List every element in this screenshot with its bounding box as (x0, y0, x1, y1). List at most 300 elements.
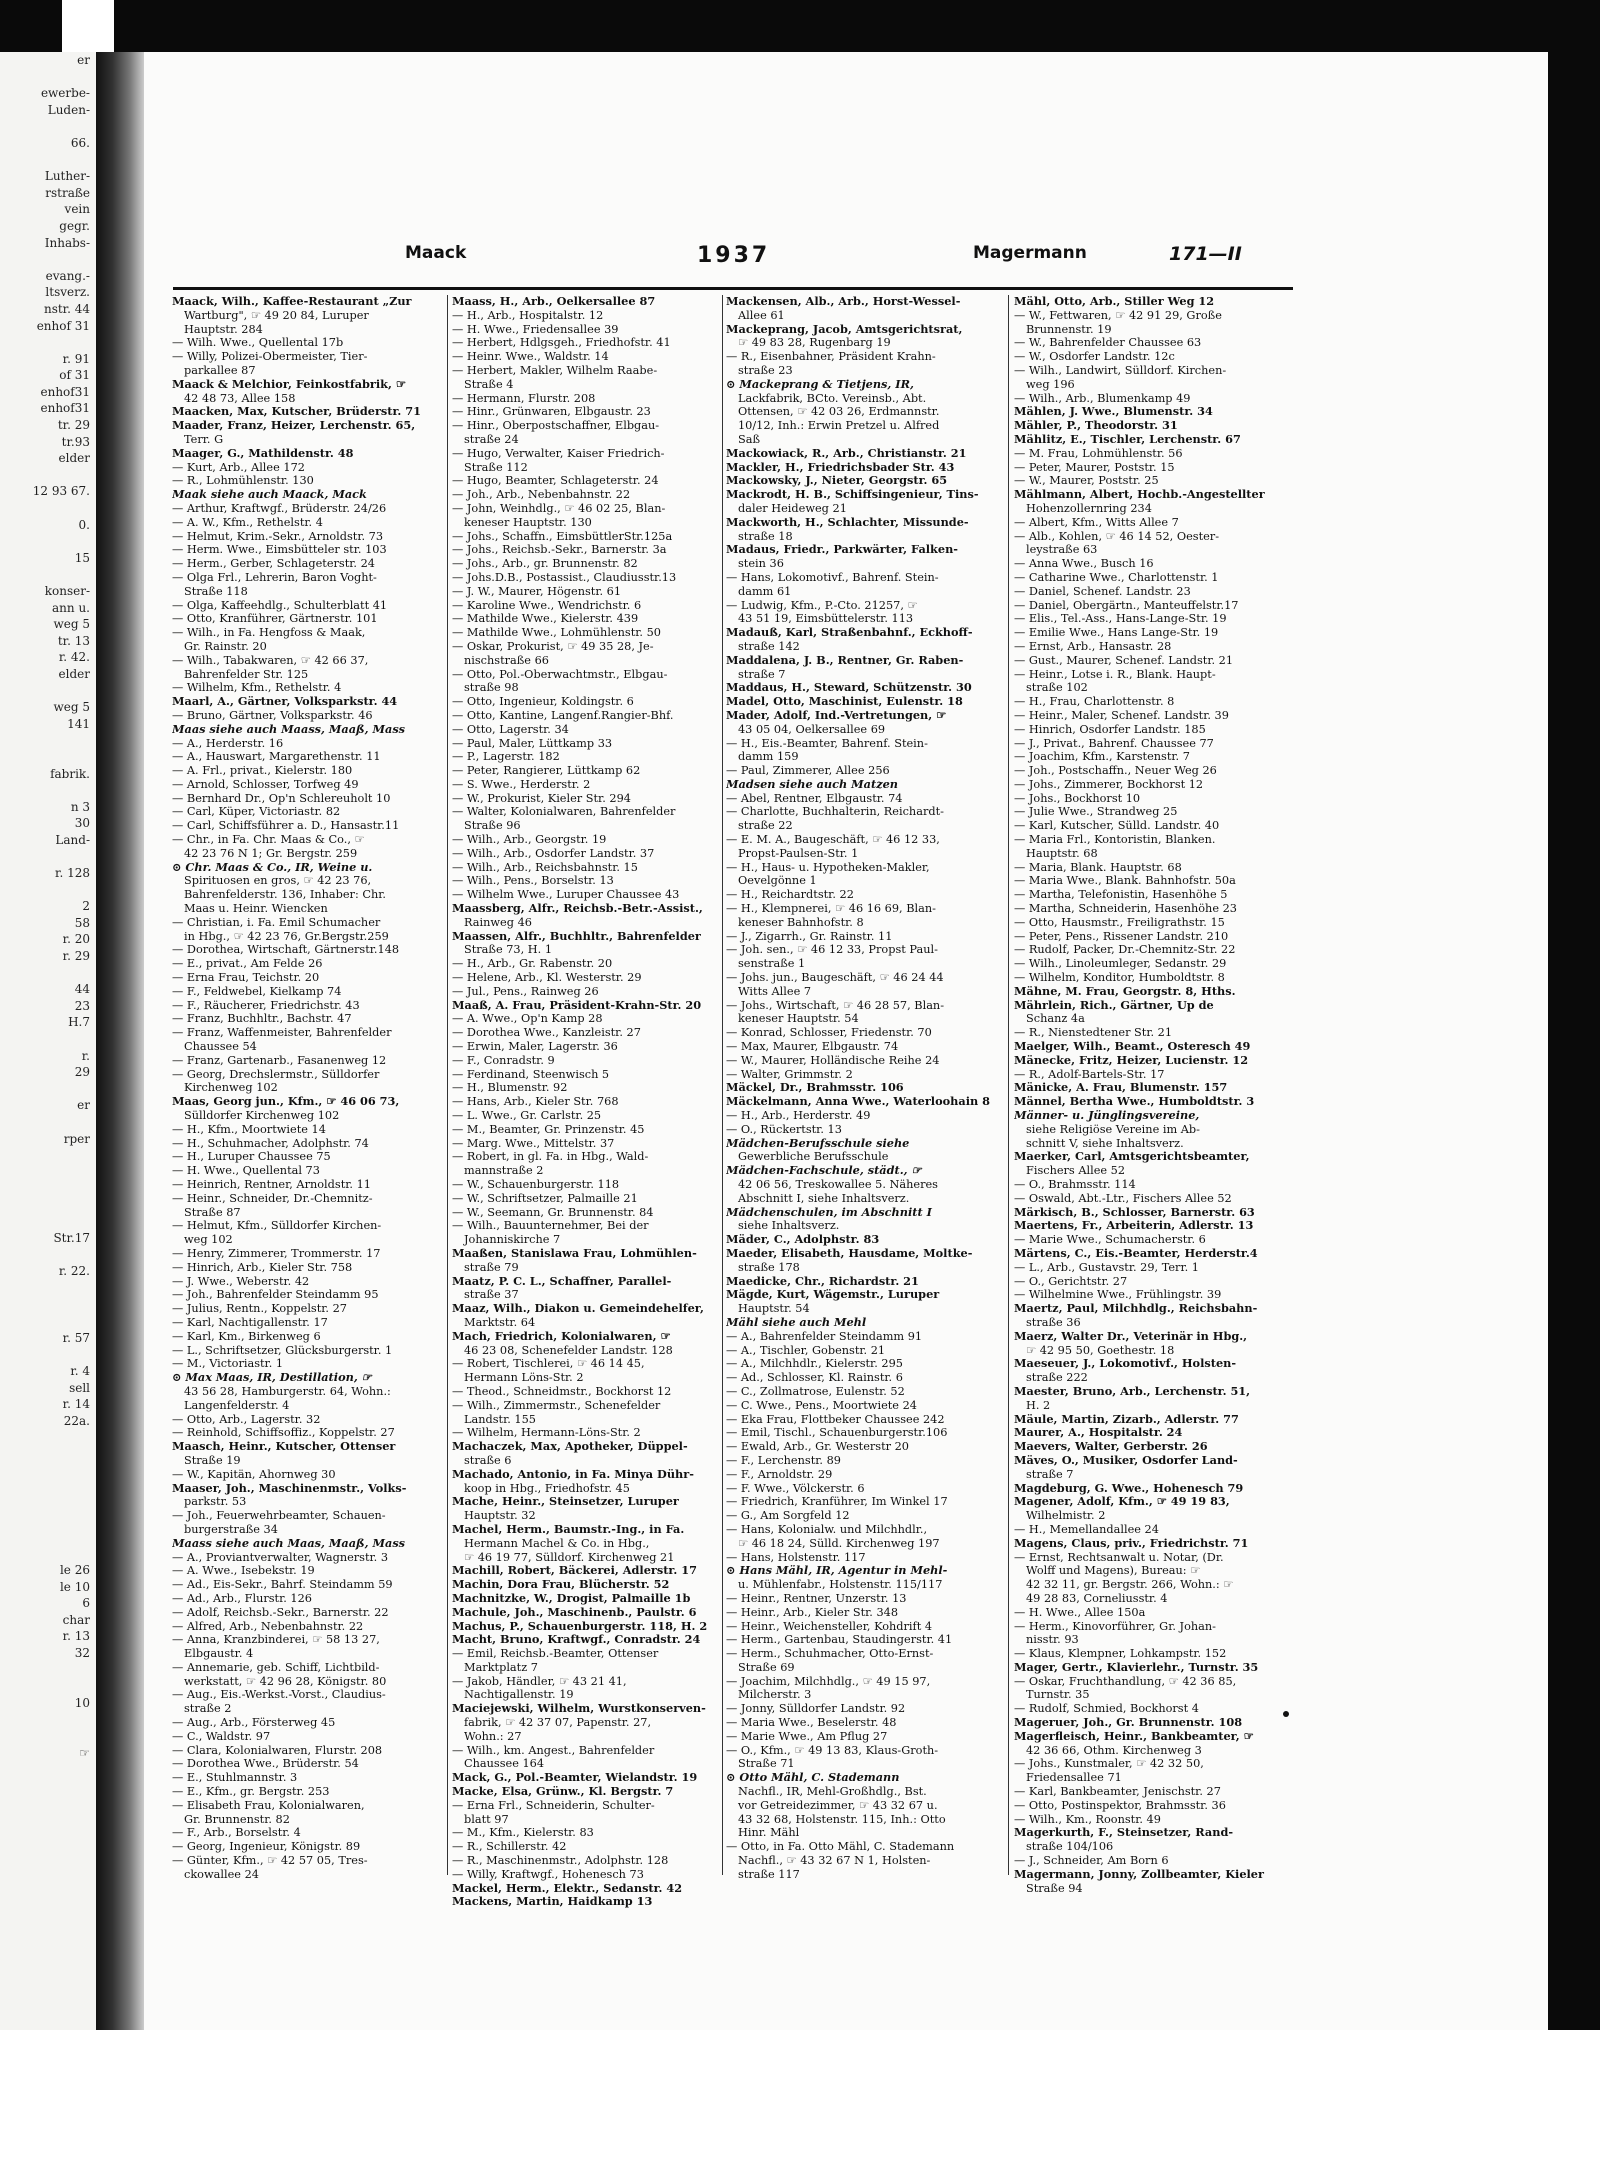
directory-entry-line: — J., Zigarrh., Gr. Rainstr. 11 (726, 929, 893, 943)
directory-entry-line: Bahrenfelder Str. 125 (184, 667, 309, 681)
previous-page-fragment: gegr. (59, 218, 90, 233)
directory-entry-line: 42 32 11, gr. Bergstr. 266, Wohn.: ☞ (1026, 1578, 1234, 1592)
directory-entry-line: Maassberg, Alfr., Reichsb.-Betr.-Assist., (452, 902, 703, 916)
directory-entry-line: straße 222 (1026, 1371, 1088, 1385)
directory-entry-line: straße 37 (464, 1288, 519, 1302)
directory-entry-line: ⊙ Chr. Maas & Co., IR, Weine u. (172, 860, 373, 874)
directory-entry-line: burgerstraße 34 (184, 1522, 278, 1536)
directory-entry-line: — R., Eisenbahner, Präsident Krahn- (726, 350, 936, 364)
directory-entry-line: straße 36 (1026, 1315, 1081, 1329)
directory-entry-line: Magermann, Jonny, Zollbeamter, Kieler (1014, 1867, 1264, 1881)
directory-entry-line: Machus, P., Schauenburgerstr. 118, H. 2 (452, 1619, 708, 1633)
directory-entry-line: Maddaus, H., Steward, Schützenstr. 30 (726, 681, 972, 695)
directory-entry-line: — Max, Maurer, Elbgaustr. 74 (726, 1040, 899, 1054)
directory-entry-line: — Abel, Rentner, Elbgaustr. 74 (726, 791, 903, 805)
previous-page-fragment: 22a. (63, 1413, 90, 1428)
directory-entry-line: — Mathilde Wwe., Kielerstr. 439 (452, 612, 639, 626)
directory-entry-line: Gr. Rainstr. 20 (184, 639, 267, 653)
directory-entry-line: Mähl, Otto, Arb., Stiller Weg 12 (1014, 295, 1215, 308)
directory-entry-line: daler Heideweg 21 (738, 501, 847, 515)
directory-entry-line: — Willy, Polizei-Obermeister, Tier- (172, 350, 368, 364)
directory-entry-line: — J., Privat., Bahrenf. Chaussee 77 (1014, 736, 1214, 750)
previous-page-fragment: sell (69, 1380, 90, 1395)
directory-entry-line: Nachfl., IR, Mehl-Großhdlg., Bst. (738, 1785, 927, 1799)
directory-entry-line: Hauptstr. 54 (738, 1302, 810, 1316)
directory-entry-line: Madauß, Karl, Straßenbahnf., Eckhoff- (726, 626, 973, 640)
directory-entry-line: — Bruno, Gärtner, Volksparkstr. 46 (172, 708, 373, 722)
previous-page-fragment: weg 5 (53, 617, 90, 632)
directory-entry-line: Maager, G., Mathildenstr. 48 (172, 446, 354, 460)
directory-entry-line: — Karl, Nachtigallenstr. 17 (172, 1315, 328, 1329)
directory-entry-line: — Arthur, Kraftwgf., Brüderstr. 24/26 (172, 501, 387, 515)
directory-entry-line: Mackel, Herm., Elektr., Sedanstr. 42 (452, 1881, 683, 1895)
directory-entry-line: Maas siehe auch Maass, Maaß, Mass (172, 722, 406, 736)
directory-entry-line: Macht, Bruno, Kraftwgf., Conradstr. 24 (452, 1633, 701, 1647)
directory-entry-line: — Wilh., Bauunternehmer, Bei der (452, 1219, 649, 1233)
directory-entry-line: — Karl, Kutscher, Sülld. Landstr. 40 (1014, 819, 1220, 833)
directory-entry-line: Maas, Georg jun., Kfm., ☞ 46 06 73, (172, 1095, 400, 1109)
directory-entry-line: Mackworth, H., Schlachter, Missunde- (726, 515, 969, 529)
directory-entry-line: — Martha, Telefonistin, Hasenhöhe 5 (1014, 888, 1228, 902)
directory-entry-line: Mählmann, Albert, Hochb.-Angestellter (1014, 488, 1265, 502)
directory-entry-line: Milcherstr. 3 (738, 1688, 812, 1702)
directory-entry-line: — O., Rückertstr. 13 (726, 1122, 842, 1136)
header-last-name: Magermann (973, 243, 1087, 263)
directory-entry-line: — H., Eis.-Beamter, Bahrenf. Stein- (726, 736, 928, 750)
directory-entry-line: Mackensen, Alb., Arb., Horst-Wessel- (726, 295, 961, 308)
previous-page-fragment: 12 93 67. (32, 484, 90, 499)
directory-entry-line: — Carl, Schiffsführer a. D., Hansastr.11 (172, 819, 400, 833)
directory-entry-line: Maaz, Wilh., Diakon u. Gemeindehelfer, (452, 1302, 704, 1316)
previous-page-fragment: Str.17 (53, 1231, 90, 1246)
scan-border-bottom (0, 2030, 1600, 2177)
directory-entry-line: fabrik, ☞ 42 37 07, Papenstr. 27, (464, 1716, 652, 1730)
directory-entry-line: 49 28 83, Corneliusstr. 4 (1026, 1591, 1168, 1605)
directory-entry-line: — Georg, Ingenieur, Königstr. 89 (172, 1840, 361, 1854)
directory-entry-line: straße 7 (738, 667, 786, 681)
directory-entry-line: — Günter, Kfm., ☞ 42 57 05, Tres- (172, 1854, 368, 1868)
directory-entry-line: — S. Wwe., Herderstr. 2 (452, 777, 591, 791)
directory-entry-line: Fischers Allee 52 (1026, 1164, 1126, 1178)
previous-page-fragment (0, 1462, 96, 1479)
directory-entry-line: Marktstr. 64 (464, 1315, 536, 1329)
directory-entry-line: — Charlotte, Buchhalterin, Reichardt- (726, 805, 944, 819)
directory-entry-line: ⊙ Max Maas, IR, Destillation, ☞ (172, 1371, 372, 1385)
directory-entry-line: — Karoline Wwe., Wendrichstr. 6 (452, 598, 642, 612)
directory-column-1 (172, 295, 442, 1882)
directory-entry-line: — Peter, Rangierer, Lüttkamp 62 (452, 764, 641, 778)
directory-entry-line: Machel, Herm., Baumstr.-Ing., in Fa. (452, 1522, 685, 1536)
directory-entry-line: Kirchenweg 102 (184, 1081, 278, 1095)
directory-entry-line: — M. Frau, Lohmühlenstr. 56 (1014, 446, 1183, 460)
directory-entry-line: — O., Kfm., ☞ 49 13 83, Klaus-Groth- (726, 1743, 939, 1757)
directory-entry-line: — Johs. jun., Baugeschäft, ☞ 46 24 44 (726, 971, 944, 985)
previous-page-fragment (0, 1247, 96, 1264)
directory-entry-line: — Wilh., km. Angest., Bahrenfelder (452, 1743, 655, 1757)
directory-entry-line: — Wilh., Zimmermstr., Schenefelder (452, 1398, 661, 1412)
previous-page-fragment: 23 (74, 998, 90, 1013)
previous-page-fragment: konser- (44, 584, 90, 598)
previous-page-fragment (0, 1711, 96, 1728)
previous-page-fragment: of 31 (59, 368, 90, 383)
directory-entry-line: — Walter, Kolonialwaren, Bahrenfelder (452, 805, 676, 819)
directory-entry-line: straße 6 (464, 1453, 512, 1467)
directory-column-3 (726, 295, 996, 1882)
directory-entry-line: 43 32 68, Holstenstr. 115, Inh.: Otto (738, 1812, 946, 1826)
directory-entry-line: Mähne, M. Frau, Georgstr. 8, Hths. (1014, 984, 1236, 998)
directory-entry-line: — Otto, in Fa. Otto Mähl, C. Stademann (726, 1840, 955, 1854)
directory-entry-line: — Heinr., Weichensteller, Kohdrift 4 (726, 1619, 933, 1633)
directory-column-4 (1014, 295, 1284, 1895)
directory-entry-line: — H., Blumenstr. 92 (452, 1081, 568, 1095)
directory-entry-line: — Heinr., Lotse i. R., Blank. Haupt- (1014, 667, 1216, 681)
previous-page-fragment (0, 1280, 96, 1297)
directory-entry-line: — C., Waldstr. 97 (172, 1729, 271, 1743)
previous-page-fragment: 141 (67, 716, 90, 731)
directory-entry-line: — Wilh., Km., Roonstr. 49 (1014, 1812, 1161, 1826)
directory-entry-line: blatt 97 (464, 1812, 509, 1826)
directory-entry-line: — Hinrich, Osdorfer Landstr. 185 (1014, 722, 1206, 736)
directory-entry-line: — Gust., Maurer, Schenef. Landstr. 21 (1014, 653, 1234, 667)
directory-entry-line: — O., Brahmsstr. 114 (1014, 1178, 1136, 1191)
directory-entry-line: — Johs., Bockhorst 10 (1014, 791, 1141, 805)
directory-entry-line: leystraße 63 (1026, 543, 1098, 557)
previous-page-edge (0, 52, 97, 2030)
previous-page-fragment (0, 849, 96, 866)
directory-entry-line: Maasch, Heinr., Kutscher, Ottenser (172, 1440, 396, 1454)
directory-entry-line: — Johs., Zimmerer, Bockhorst 12 (1014, 777, 1204, 791)
directory-entry-line: 43 05 04, Oelkersallee 69 (738, 722, 886, 736)
directory-entry-line: — Julie Wwe., Strandweg 25 (1014, 805, 1178, 819)
directory-entry-line: Madel, Otto, Maschinist, Eulenstr. 18 (726, 695, 963, 709)
directory-entry-line: — A., Herderstr. 16 (172, 736, 284, 750)
previous-page-fragment (0, 69, 96, 86)
directory-entry-line: Mageruer, Joh., Gr. Brunnenstr. 108 (1014, 1716, 1243, 1730)
directory-entry-line: — Hans, Holstenstr. 117 (726, 1550, 866, 1564)
directory-entry-line: — Karl, Km., Birkenweg 6 (172, 1329, 321, 1343)
directory-entry-line: — Marie Wwe., Schumacherstr. 6 (1014, 1233, 1206, 1247)
directory-entry-line: — Wilh., Arb., Reichsbahnstr. 15 (452, 860, 638, 874)
directory-entry-line: — A. W., Kfm., Rethelstr. 4 (172, 515, 323, 529)
directory-entry-line: — Heinrich, Rentner, Arnoldstr. 11 (172, 1178, 371, 1191)
directory-entry-line: — Ad., Arb., Flurstr. 126 (172, 1591, 312, 1605)
directory-entry-line: — F., Lerchenstr. 89 (726, 1453, 841, 1467)
directory-entry-line: — Reinhold, Schiffsoffiz., Koppelstr. 27 (172, 1426, 395, 1440)
directory-entry-line: Mädchenschulen, im Abschnitt I (726, 1205, 932, 1219)
previous-page-fragment: tr.93 (61, 434, 90, 449)
directory-entry-line: parkstr. 53 (184, 1495, 247, 1509)
header-year: 1937 (697, 243, 771, 268)
directory-entry-line: — W., Maurer, Holländische Reihe 24 (726, 1053, 940, 1067)
directory-entry-line: 10/12, Inh.: Erwin Pretzel u. Alfred (738, 419, 940, 433)
directory-entry-line: — F., Conradstr. 9 (452, 1053, 555, 1067)
directory-entry-line: — Friedrich, Kranführer, Im Winkel 17 (726, 1495, 948, 1509)
directory-entry-line: straße 102 (1026, 681, 1088, 695)
directory-entry-line: ☞ 42 95 50, Goethestr. 18 (1026, 1343, 1175, 1357)
directory-entry-line: Hauptstr. 68 (1026, 846, 1098, 860)
directory-entry-line: — Ad., Eis-Sekr., Bahrf. Steindamm 59 (172, 1578, 393, 1592)
directory-entry-line: Landstr. 155 (464, 1412, 536, 1426)
previous-page-fragment: r. 14 (62, 1397, 90, 1412)
directory-entry-line: — H., Klempnerei, ☞ 46 16 69, Blan- (726, 902, 936, 916)
directory-entry-line: Straße 71 (738, 1757, 795, 1771)
directory-entry-line: — Anna Wwe., Busch 16 (1014, 557, 1154, 571)
directory-entry-line: — Wilhelm, Kfm., Rethelstr. 4 (172, 681, 342, 695)
directory-entry-line: Magerkurth, F., Steinsetzer, Rand- (1014, 1826, 1234, 1840)
directory-entry-line: — E., Kfm., gr. Bergstr. 253 (172, 1785, 330, 1799)
directory-entry-line: — Maria Wwe., Beselerstr. 48 (726, 1716, 897, 1730)
directory-entry-line: Machnitzke, W., Drogist, Palmaille 1b (452, 1591, 691, 1605)
directory-entry-line: — H., Haus- u. Hypotheken-Makler, (726, 860, 930, 874)
directory-entry-line: — Ernst, Rechtsanwalt u. Notar, (Dr. (1014, 1550, 1224, 1564)
previous-page-fragment: 32 (74, 1646, 90, 1660)
directory-entry-line: — C., Zollmatrose, Eulenstr. 52 (726, 1384, 905, 1398)
directory-entry-line: — H. Wwe., Friedensallee 39 (452, 322, 619, 336)
directory-entry-line: Saß (738, 432, 761, 446)
directory-entry-line: — Herm., Gerber, Schlageterstr. 24 (172, 557, 375, 571)
directory-entry-line: Nachtigallenstr. 19 (464, 1688, 574, 1702)
previous-page-fragment (0, 1545, 96, 1562)
directory-entry-line: — Olga, Kaffeehdlg., Schulterblatt 41 (172, 598, 388, 612)
column-divider (447, 295, 448, 1875)
previous-page-fragment (0, 1512, 96, 1529)
directory-entry-line: Madaus, Friedr., Parkwärter, Falken- (726, 543, 958, 557)
directory-entry-line: — Johs., Reichsb.-Sekr., Barnerstr. 3a (452, 543, 667, 557)
directory-entry-line: — Oskar, Prokurist, ☞ 49 35 28, Je- (452, 639, 654, 653)
directory-entry-line: — Herm., Kinovorführer, Gr. Johan- (1014, 1619, 1216, 1633)
directory-entry-line: Mährlein, Rich., Gärtner, Up de (1014, 998, 1214, 1012)
directory-entry-line: ⊙ Hans Mähl, IR, Agentur in Mehl- (726, 1564, 948, 1578)
directory-entry-line: — H., Frau, Charlottenstr. 8 (1014, 695, 1175, 709)
directory-entry-line: — Wilhelm Wwe., Luruper Chaussee 43 (452, 888, 680, 902)
directory-entry-line: — Wilh., Pens., Borselstr. 13 (452, 874, 614, 888)
directory-entry-line: Mackowiack, R., Arb., Christianstr. 21 (726, 446, 967, 460)
directory-entry-line: Gewerbliche Berufsschule (738, 1150, 889, 1164)
directory-entry-line: — Hugo, Verwalter, Kaiser Friedrich- (452, 446, 665, 460)
directory-entry-line: Allee 61 (738, 308, 785, 322)
directory-entry-line: — Oskar, Fruchthandlung, ☞ 42 36 85, (1014, 1674, 1237, 1688)
directory-entry-line: — F., Feldwebel, Kielkamp 74 (172, 984, 342, 998)
previous-page-fragment: Land- (55, 832, 90, 847)
directory-entry-line: — R., Maschinenmstr., Adolphstr. 128 (452, 1854, 669, 1868)
directory-entry-line: ⊙ Mackeprang & Tietjens, IR, (726, 377, 914, 391)
directory-entry-line: — Emil, Reichsb.-Beamter, Ottenser (452, 1647, 659, 1661)
directory-entry-line: — W., Kapitän, Ahornweg 30 (172, 1467, 336, 1481)
directory-entry-line: — Wilh., Arb., Blumenkamp 49 (1014, 391, 1191, 405)
directory-entry-line: — W., Osdorfer Landstr. 12c (1014, 350, 1175, 364)
directory-entry-line: — Marie Wwe., Am Pflug 27 (726, 1729, 888, 1743)
directory-entry-line: Maaser, Joh., Maschinenmstr., Volks- (172, 1481, 407, 1495)
header-first-name: Maack (405, 243, 467, 263)
directory-entry-line: — Eka Frau, Flottbeker Chaussee 242 (726, 1412, 945, 1426)
directory-entry-line: — Emil, Tischl., Schauenburgerstr.106 (726, 1426, 948, 1440)
directory-entry-line: — Herm., Gartenbau, Staudingerstr. 41 (726, 1633, 953, 1647)
directory-entry-line: straße 2 (184, 1702, 232, 1716)
previous-page-fragment: r. 22. (58, 1264, 90, 1279)
directory-entry-line: — Aug., Eis.-Werkst.-Vorst., Claudius- (172, 1688, 386, 1702)
directory-entry-line: Wolff und Magens), Bureau: ☞ (1026, 1564, 1201, 1578)
directory-entry-line: straße 22 (738, 819, 793, 833)
directory-entry-line: Maaß, A. Frau, Präsident-Krahn-Str. 20 (452, 998, 702, 1012)
previous-page-fragment (0, 1728, 96, 1745)
directory-entry-line: — A., Tischler, Gobenstr. 21 (726, 1343, 886, 1357)
directory-entry-line: ckowallee 24 (184, 1867, 259, 1881)
directory-entry-line: — Anna, Kranzbinderei, ☞ 58 13 27, (172, 1633, 380, 1647)
directory-entry-line: 43 51 19, Eimsbüttelerstr. 113 (738, 612, 914, 626)
directory-entry-line: — P., Lagerstr. 182 (452, 750, 560, 764)
directory-entry-line: — J. Wwe., Weberstr. 42 (172, 1274, 310, 1288)
directory-entry-line: — H., Arb., Gr. Rabenstr. 20 (452, 957, 613, 971)
directory-entry-line: — Adolf, Reichsb.-Sekr., Barnerstr. 22 (172, 1605, 389, 1619)
directory-entry-line: — Annemarie, geb. Schiff, Lichtbild- (172, 1660, 380, 1674)
directory-entry-line: Maddalena, J. B., Rentner, Gr. Raben- (726, 653, 964, 667)
previous-page-fragment (0, 533, 96, 550)
previous-page-fragment: 10 (74, 1695, 90, 1710)
previous-page-fragment: Inhabs- (44, 235, 90, 250)
directory-entry-line: keneser Hauptstr. 130 (464, 515, 592, 529)
directory-entry-line: — Erna Frl., Schneiderin, Schulter- (452, 1798, 655, 1812)
directory-entry-line: — Ad., Schlosser, Kl. Rainstr. 6 (726, 1371, 903, 1385)
directory-entry-line: — Dorothea, Wirtschaft, Gärtnerstr.148 (172, 943, 400, 957)
previous-page-fragment: vein (64, 202, 90, 217)
directory-entry-line: Maerker, Carl, Amtsgerichtsbeamter, (1014, 1150, 1250, 1164)
directory-entry-line: — Peter, Maurer, Poststr. 15 (1014, 460, 1175, 474)
previous-page-fragment: r. 20 (62, 932, 90, 947)
directory-entry-line: — Hinr., Oberpostschaffner, Elbgau- (452, 419, 660, 433)
directory-entry-line: — Alfred, Arb., Nebenbahnstr. 22 (172, 1619, 364, 1633)
directory-entry-line: Friedensallee 71 (1026, 1771, 1122, 1785)
directory-entry-line: — R., Nienstedtener Str. 21 (1014, 1026, 1173, 1040)
directory-entry-line: — Wilhelmine Wwe., Frühlingstr. 39 (1014, 1288, 1222, 1302)
directory-entry-line: — Heinr., Arb., Kieler Str. 348 (726, 1605, 899, 1619)
directory-entry-line: Männer- u. Jünglingsvereine, (1014, 1109, 1200, 1123)
directory-entry-line: — Johs., Schaffn., EimsbüttlerStr.125a (452, 529, 673, 543)
previous-page-fragment (0, 251, 96, 268)
directory-entry-line: koop in Hbg., Friedhofstr. 45 (464, 1481, 630, 1495)
previous-page-fragment: enhof31 (40, 384, 90, 399)
directory-entry-line: — Hugo, Beamter, Schlageterstr. 24 (452, 474, 659, 488)
directory-entry-line: — F. Wwe., Völckerstr. 6 (726, 1481, 865, 1495)
directory-entry-line: Maas u. Heinr. Wiencken (184, 902, 328, 916)
directory-entry-line: in Hbg., ☞ 42 23 76, Gr.Bergstr.259 (184, 929, 389, 943)
directory-entry-line: — Rudolf, Packer, Dr.-Chemnitz-Str. 22 (1014, 943, 1236, 957)
directory-entry-line: straße 178 (738, 1260, 800, 1274)
directory-entry-line: — O., Gerichtstr. 27 (1014, 1274, 1128, 1288)
directory-entry-line: Mäckelmann, Anna Wwe., Waterloohain 8 (726, 1095, 990, 1109)
directory-entry-line: — Julius, Rentn., Koppelstr. 27 (172, 1302, 347, 1316)
scan-border-right (1548, 0, 1600, 2030)
previous-page-fragment (0, 1529, 96, 1546)
directory-entry-line: Hermann Löns-Str. 2 (464, 1371, 584, 1385)
directory-entry-line: — Elis., Tel.-Ass., Hans-Lange-Str. 19 (1014, 612, 1227, 626)
directory-entry-line: — Wilh., Tabakwaren, ☞ 42 66 37, (172, 653, 369, 667)
directory-entry-line: H. 2 (1026, 1398, 1051, 1412)
directory-entry-line: — W., Seemann, Gr. Brunnenstr. 84 (452, 1205, 654, 1219)
previous-page-fragment: er (77, 53, 90, 67)
directory-entry-line: — Joh., Arb., Nebenbahnstr. 22 (452, 488, 631, 502)
directory-entry-line: Mählen, J. Wwe., Blumenstr. 34 (1014, 405, 1213, 419)
directory-entry-line: vor Getreidezimmer, ☞ 43 32 67 u. (738, 1798, 938, 1812)
directory-entry-line: — Helene, Arb., Kl. Westerstr. 29 (452, 971, 642, 985)
directory-entry-line: — Otto, Hausmstr., Freiligrathstr. 15 (1014, 915, 1225, 929)
previous-page-fragment: H.7 (68, 1015, 90, 1030)
directory-entry-line: — Jonny, Sülldorfer Landstr. 92 (726, 1702, 906, 1716)
column-divider (722, 295, 723, 1875)
directory-entry-line: — Maria Frl., Kontoristin, Blanken. (1014, 833, 1216, 847)
previous-page-fragment: r. 4 (70, 1363, 90, 1378)
directory-entry-line: — Heinr., Rentner, Unzerstr. 13 (726, 1591, 907, 1605)
directory-entry-line: siehe Religiöse Vereine im Ab- (1026, 1122, 1200, 1136)
directory-entry-line: — M., Victoriastr. 1 (172, 1357, 284, 1371)
directory-entry-line: Maass siehe auch Maas, Maaß, Mass (172, 1536, 406, 1550)
previous-page-fragment: rper (63, 1131, 90, 1146)
previous-page-fragment (0, 1147, 96, 1164)
directory-entry-line: Machaczek, Max, Apotheker, Düppel- (452, 1440, 688, 1454)
book-gutter (96, 52, 144, 2030)
directory-entry-line: Maedicke, Chr., Richardstr. 21 (726, 1274, 919, 1288)
directory-entry-line: — Otto, Pol.-Oberwachtmstr., Elbgau- (452, 667, 668, 681)
directory-entry-line: Maader, Franz, Heizer, Lerchenstr. 65, (172, 419, 416, 433)
directory-entry-line: Straße 96 (464, 819, 521, 833)
directory-entry-line: — Erna Frau, Teichstr. 20 (172, 971, 320, 985)
directory-entry-line: Magdeburg, G. Wwe., Hohenesch 79 (1014, 1481, 1244, 1495)
previous-page-fragment: 15 (74, 550, 90, 565)
previous-page-fragment (0, 749, 96, 766)
directory-entry-line: — C. Wwe., Pens., Moortwiete 24 (726, 1398, 917, 1412)
previous-page-fragment (0, 1429, 96, 1446)
directory-entry-line: — Hermann, Flurstr. 208 (452, 391, 596, 405)
directory-entry-line: — Otto, Postinspektor, Brahmsstr. 36 (1014, 1798, 1226, 1812)
directory-entry-line: 46 23 08, Schenefelder Landstr. 128 (464, 1343, 673, 1357)
directory-entry-line: — W., Schriftsetzer, Palmaille 21 (452, 1191, 638, 1205)
directory-entry-line: — Christian, i. Fa. Emil Schumacher (172, 915, 381, 929)
directory-entry-line: Mäves, O., Musiker, Osdorfer Land- (1014, 1453, 1238, 1467)
directory-entry-line: straße 104/106 (1026, 1840, 1114, 1854)
previous-page-fragment: weg 5 (53, 700, 90, 715)
directory-entry-line: — E., Stuhlmannstr. 3 (172, 1771, 298, 1785)
directory-entry-line: Maertens, Fr., Arbeiterin, Adlerstr. 13 (1014, 1219, 1254, 1233)
directory-entry-line: straße 23 (738, 363, 793, 377)
directory-entry-line: — E., privat., Am Felde 26 (172, 957, 323, 971)
previous-page-fragment (0, 1479, 96, 1496)
previous-page-fragment: r. 29 (62, 949, 90, 964)
directory-entry-line: weg 102 (184, 1233, 233, 1247)
directory-entry-line: Maacken, Max, Kutscher, Brüderstr. 71 (172, 405, 422, 419)
directory-entry-line: damm 159 (738, 750, 799, 764)
directory-entry-line: — Martha, Schneiderin, Hasenhöhe 23 (1014, 902, 1237, 916)
directory-entry-line: — Dorothea Wwe., Kanzleistr. 27 (452, 1026, 641, 1040)
previous-page-fragment: r. 13 (62, 1629, 90, 1644)
directory-entry-line: — Arnold, Schlosser, Torfweg 49 (172, 777, 359, 791)
previous-page-fragment: r. (81, 1048, 90, 1063)
directory-entry-line: Maack & Melchior, Feinkostfabrik, ☞ (172, 377, 406, 391)
directory-entry-line: Hinr. Mähl (738, 1826, 800, 1840)
directory-entry-line: nisstr. 93 (1026, 1633, 1079, 1647)
directory-entry-line: Straße 69 (738, 1660, 795, 1674)
directory-entry-line: Mähl siehe auch Mehl (726, 1315, 867, 1329)
directory-entry-line: Madsen siehe auch Matzen (726, 777, 899, 791)
previous-page-fragment (0, 1214, 96, 1231)
directory-entry-line: Maeder, Elisabeth, Hausdame, Moltke- (726, 1246, 973, 1260)
directory-entry-line: Mäckel, Dr., Brahmsstr. 106 (726, 1081, 904, 1095)
directory-entry-line: — A. Wwe., Isebekstr. 19 (172, 1564, 315, 1578)
directory-entry-line: — Mathilde Wwe., Lohmühlenstr. 50 (452, 626, 661, 640)
directory-entry-line: — Henry, Zimmerer, Trommerstr. 17 (172, 1246, 381, 1260)
directory-entry-line: — W., Bahrenfelder Chaussee 63 (1014, 336, 1202, 350)
previous-page-fragment: 66. (70, 135, 90, 150)
directory-entry-line: Propst-Paulsen-Str. 1 (738, 846, 859, 860)
directory-entry-line: — Walter, Grimmstr. 2 (726, 1067, 853, 1081)
